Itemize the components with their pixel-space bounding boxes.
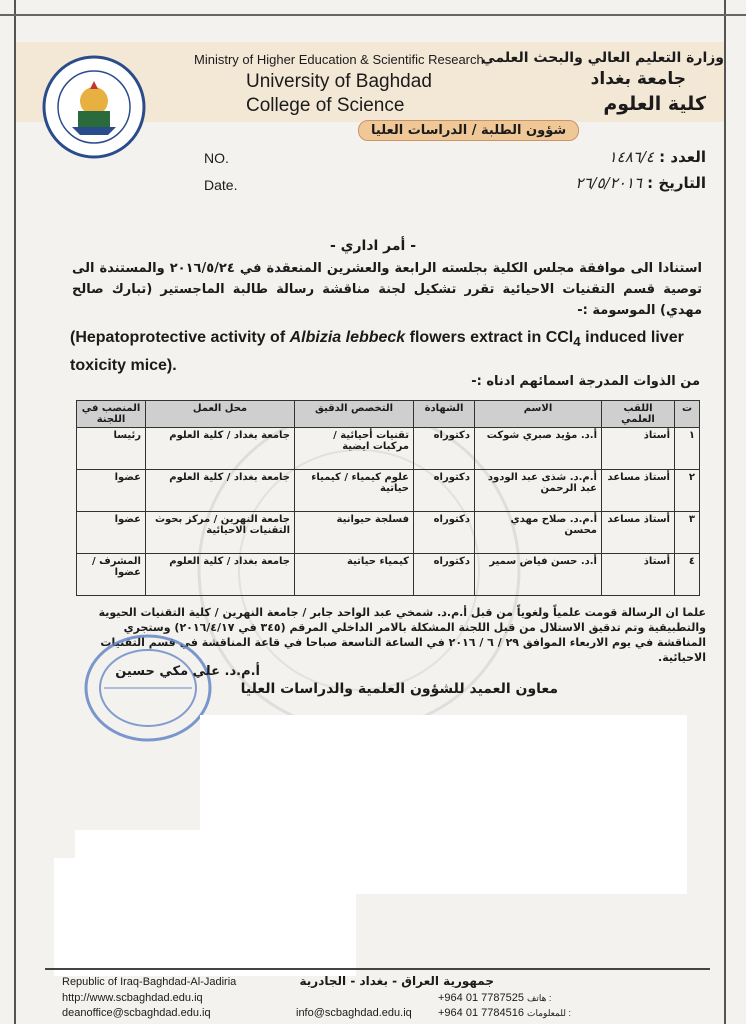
footer-info-label: للمعلومات : (527, 1008, 571, 1018)
table-cell: عضوا (77, 512, 146, 554)
footer-email-dean: deanoffice@scbaghdad.edu.iq (62, 1007, 211, 1019)
thesis-title-mid: flowers extract in CCl (405, 329, 574, 346)
number-value: ١٤٨٦/٤ (608, 148, 654, 166)
table-cell: أستاذ مساعد (602, 470, 675, 512)
table-cell: جامعة بغداد / كلية العلوم (146, 428, 295, 470)
date-label-en: Date. (204, 177, 238, 193)
table-cell: تقنيات أحيائية / مركبات ايضية (295, 428, 414, 470)
page-border-right (724, 0, 726, 1024)
ministry-name-ar: وزارة التعليم العالي والبحث العلمي (481, 50, 724, 66)
table-row (77, 554, 700, 596)
table-cell: جامعة النهرين / مركز بحوث التقنيات الاحيائية (146, 512, 295, 554)
table-header-cell: اللقب العلمي (602, 401, 675, 428)
table-cell: رئيسا (77, 428, 146, 470)
table-cell: دكتوراه (414, 512, 475, 554)
number-field-ar (609, 148, 706, 166)
table-cell: ٤ (675, 554, 700, 596)
table-cell: عضوا (77, 470, 146, 512)
table-cell: ١ (675, 428, 700, 470)
redaction-block (75, 830, 200, 858)
table-cell: جامعة بغداد / كلية العلوم (146, 470, 295, 512)
thesis-title-pre: (Hepatoprotective activity of (70, 329, 290, 346)
page-border-top (0, 14, 746, 16)
table-cell: أ.د. حسن فياض سمير (475, 554, 602, 596)
table-row (77, 470, 700, 512)
table-header-cell: الاسم (475, 401, 602, 428)
number-label-ar: العدد : (659, 148, 706, 166)
table-header-cell: المنصب في اللجنة (77, 401, 146, 428)
committee-table (76, 400, 700, 596)
redaction-block (54, 858, 356, 976)
college-name-ar: كلية العلوم (603, 93, 706, 115)
footer-address-en: Republic of Iraq-Baghdad-Al-Jadiria (62, 976, 237, 988)
table-row (77, 428, 700, 470)
table-cell: ٢ (675, 470, 700, 512)
signatory-name: أ.م.د. علي مكي حسين (115, 664, 260, 679)
ministry-name-en: Ministry of Higher Education & Scientific Research (194, 52, 484, 67)
table-cell: أستاذ (602, 554, 675, 596)
order-title: - أمر اداري - (329, 238, 417, 254)
members-intro: من الذوات المدرجة اسمائهم ادناه :- (471, 374, 700, 389)
footer-url: http://www.scbaghdad.edu.iq (62, 992, 203, 1004)
table-header-cell: الشهادة (414, 401, 475, 428)
table-header-cell: محل العمل (146, 401, 295, 428)
table-cell: أستاذ مساعد (602, 512, 675, 554)
footer-divider (45, 968, 710, 970)
footer-phone-label: هاتف : (527, 993, 552, 1003)
university-name-ar: جامعة بغداد (590, 69, 686, 89)
footer-email-info: info@scbaghdad.edu.iq (296, 1007, 412, 1019)
university-name-en: University of Baghdad (246, 71, 432, 92)
table-header-row (77, 401, 700, 428)
table-cell: أ.م.د. صلاح مهدي محسن (475, 512, 602, 554)
thesis-title (70, 326, 720, 378)
thesis-title-post: induced liver toxicity mice). (70, 329, 684, 375)
official-stamp (82, 632, 214, 744)
notes-paragraph: علما ان الرسالة قومت علمياً ولغوياً من قبل أ.م.د. شمخي عبد الواحد جابر / جامعة النهرين / كلية التقنيات الحيوية والتطبيقية وتم تدقيق الاستلال من قبل اللجنة المشكلة بالامر الداخلي المرقم (٣٤٥ في ٢٠١٦/٤/١٧) وستجري المناقشة في يوم الاربعاء الموافق ٢٩ / ٦ / ٢٠١٦ في الساعة التاسعة صباحا في قاعة المناقشة في قسم التقنيات الاحيائية. (98, 606, 706, 664)
footer-phone-2 (438, 1007, 571, 1019)
table-row (77, 512, 700, 554)
thesis-title-species: Albizia lebbeck (289, 329, 406, 346)
college-name-en: College of Science (246, 95, 405, 116)
table-cell: أ.د. مؤيد صبري شوكت (475, 428, 602, 470)
table-header-cell: التخصص الدقيق (295, 401, 414, 428)
table-cell: دكتوراه (414, 428, 475, 470)
footer-phone-1 (438, 992, 551, 1004)
signatory-title: معاون العميد للشؤون العلمية والدراسات العليا (240, 681, 558, 697)
table-cell: كيمياء حياتية (295, 554, 414, 596)
table-cell: علوم كيمياء / كيمياء حياتية (295, 470, 414, 512)
footer-phone-1-value: +964 01 7787525 (438, 992, 524, 1004)
table-cell: المشرف / عضوا (77, 554, 146, 596)
footer-address-ar: جمهورية العراق - بغداد - الجادرية (299, 974, 494, 988)
department-tag: شؤون الطلبة / الدراسات العليا (358, 120, 579, 141)
table-cell: فسلجة حيوانية (295, 512, 414, 554)
number-label-en: NO. (204, 150, 229, 166)
table-header-cell: ت (675, 401, 700, 428)
table-cell: أستاذ (602, 428, 675, 470)
table-cell: ٣ (675, 512, 700, 554)
table-cell: دكتوراه (414, 470, 475, 512)
university-logo (42, 55, 146, 159)
page-border-left (14, 0, 16, 1024)
thesis-title-sub: 4 (573, 334, 581, 350)
table-cell: أ.م.د. شذى عبد الودود عبد الرحمن (475, 470, 602, 512)
date-value: ٢٦/٥/٢٠١٦ (575, 174, 642, 192)
date-label-ar: التاريخ : (647, 174, 706, 192)
date-field-ar (575, 174, 706, 192)
table-cell: دكتوراه (414, 554, 475, 596)
order-paragraph: استنادا الى موافقة مجلس الكلية بجلسته الرابعة والعشرين المنعقدة في ٢٠١٦/٥/٢٤ والمستندة الى توصية قسم التقنيات الاحيائية تقرر تشكيل لجنة مناقشة رسالة طالبة الماجستير (تبارك صالح مهدي) الموسومة :- (72, 261, 703, 318)
footer-phone-2-value: +964 01 7784516 (438, 1007, 524, 1019)
table-cell: جامعة بغداد / كلية العلوم (146, 554, 295, 596)
